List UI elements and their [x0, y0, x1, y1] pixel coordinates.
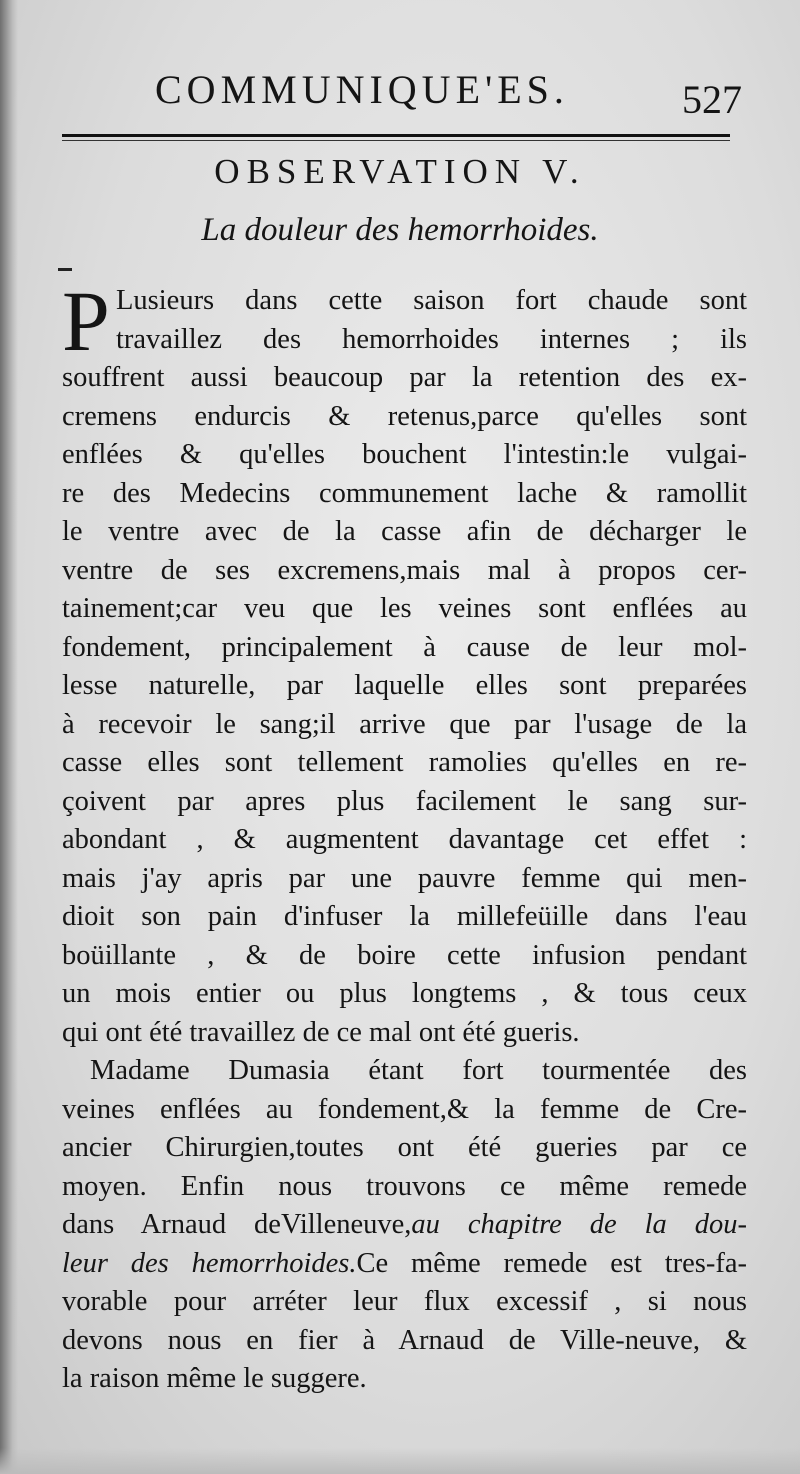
roman-text: dans Arnaud deVilleneuve, — [62, 1209, 412, 1240]
text-line: casse elles sont tellement ramolies qu'elles en re- — [62, 747, 747, 778]
paragraph-2 — [62, 1052, 747, 1399]
drop-cap: P — [62, 273, 110, 369]
text-line: tainement;car veu que les veines sont enflées au — [62, 593, 747, 624]
observation-subtitle: La douleur des hemorrhoides. — [201, 212, 599, 248]
observation-title: OBSERVATION V. — [214, 152, 586, 191]
header-rule — [62, 134, 730, 137]
text-line: fondement, principalement à cause de leur mol- — [62, 631, 747, 663]
text-line: moyen. Enfin nous trouvons ce même remede — [62, 1170, 747, 1202]
text-line: cremens endurcis & retenus,parce qu'elles sont — [62, 400, 747, 432]
text-line: la raison même le suggere. — [62, 1363, 367, 1394]
roman-text: Ce même remede est tres-fa- — [356, 1247, 747, 1279]
paragraph-1 — [62, 273, 747, 1052]
header-rule-thin — [62, 140, 730, 141]
text-line: çoivent par apres plus facilement le sang sur- — [62, 785, 747, 817]
text-line: devons nous en fier à Arnaud de Ville-neuve, & — [62, 1324, 747, 1356]
text-line: le ventre avec de la casse afin de décharger le — [62, 516, 747, 547]
text-line-mixed — [62, 1245, 747, 1284]
page-number: 527 — [682, 77, 742, 122]
text-line: re des Medecins communement lache & ramollit — [62, 477, 747, 509]
text-line: enflées & qu'elles bouchent l'intestin:le vulgai- — [62, 439, 747, 470]
body-text — [62, 273, 747, 1399]
text-line: lesse naturelle, par laquelle elles sont preparées — [62, 670, 747, 701]
italic-text: au chapitre de la dou- — [411, 1209, 747, 1240]
text-line: mais j'ay apris par une pauvre femme qui men- — [62, 862, 747, 894]
text-line: Lusieurs dans cette saison fort chaude sont — [116, 285, 747, 316]
text-line: dioit son pain d'infuser la millefeüille dans l'eau — [62, 901, 747, 932]
section-mark — [58, 268, 72, 271]
text-line: abondant , & augmentent davantage cet effet : — [62, 824, 747, 855]
text-line-mixed — [62, 1206, 747, 1245]
text-line: un mois entier ou plus longtems , & tous ceux — [62, 978, 747, 1009]
text-line: souffrent aussi beaucoup par la retention des ex- — [62, 362, 747, 393]
italic-text: leur des hemorrhoides. — [62, 1247, 357, 1279]
page-header — [60, 66, 760, 126]
page-bottom-shadow — [0, 1448, 800, 1474]
text-line: vorable pour arréter leur flux excessif , si nous — [62, 1286, 747, 1317]
text-line: qui ont été travaillez de ce mal ont été gueris. — [62, 1016, 580, 1048]
text-line: travaillez des hemorrhoides internes ; ils — [116, 323, 747, 355]
text-line: ventre de ses excremens,mais mal à propos cer- — [62, 554, 747, 586]
text-line: boüillante , & de boire cette infusion pendant — [62, 939, 747, 971]
text-line: ancier Chirurgien,toutes ont été gueries par ce — [62, 1132, 747, 1163]
running-head: COMMUNIQUE'ES. — [155, 67, 569, 112]
text-line: Madame Dumasia étant fort tourmentée des — [90, 1055, 747, 1086]
text-line: à recevoir le sang;il arrive que par l'usage de la — [62, 708, 747, 740]
text-line: veines enflées au fondement,& la femme de Cre- — [62, 1093, 747, 1125]
